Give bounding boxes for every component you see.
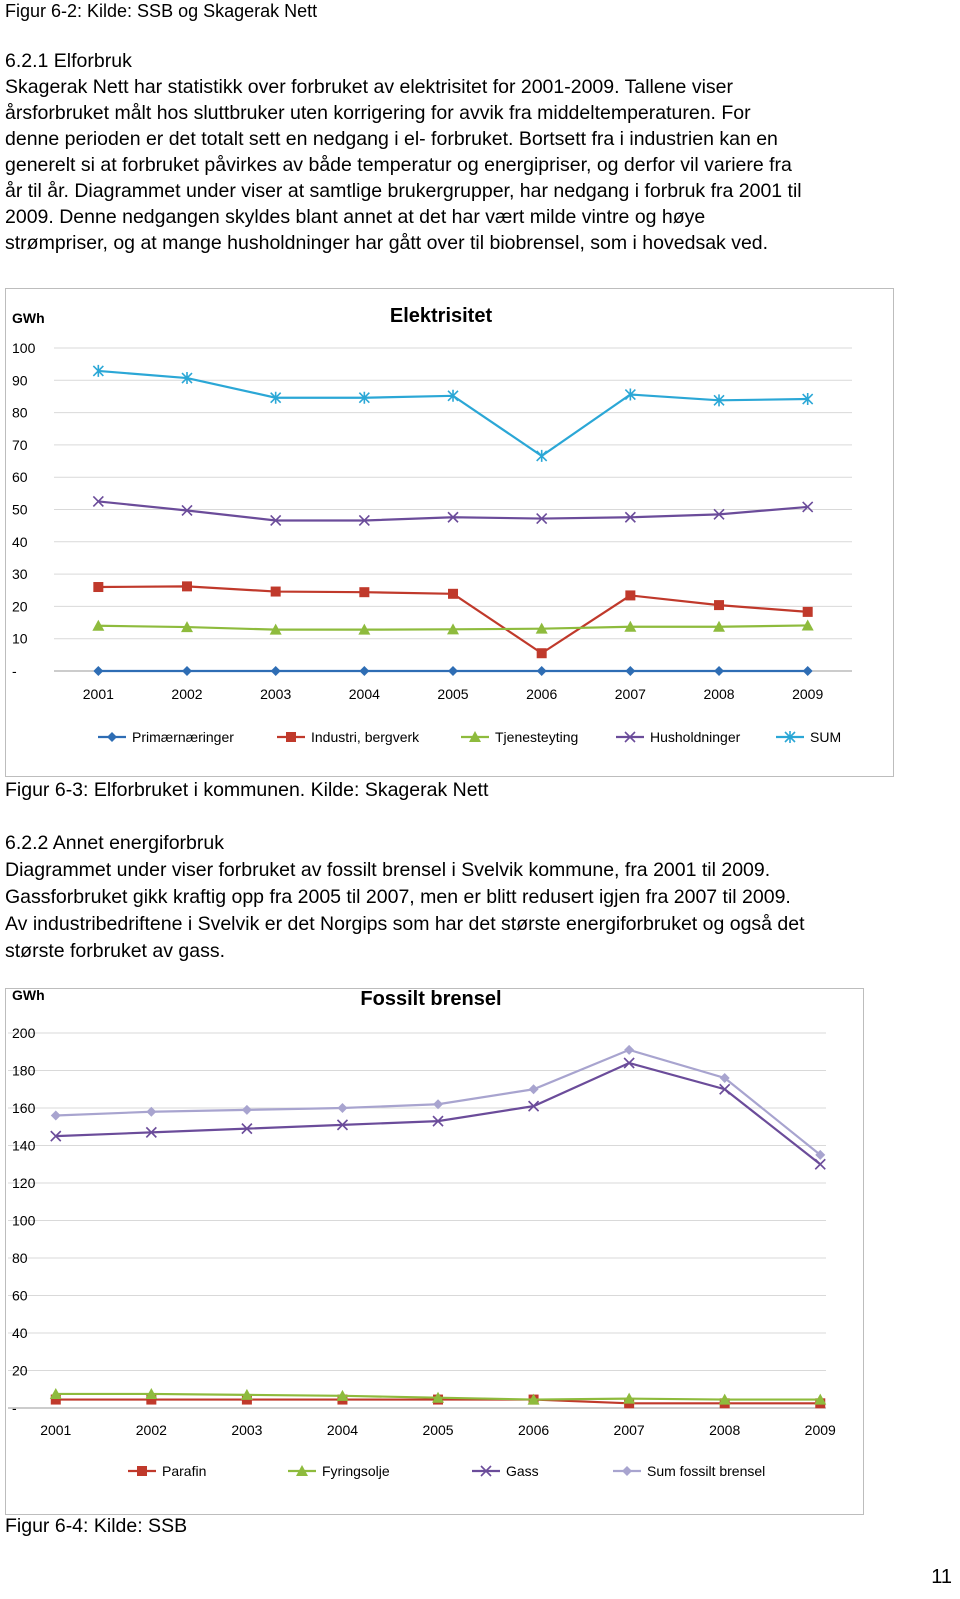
data-point [359,587,369,597]
legend-label: Primærnæringer [132,729,234,745]
legend-label: Husholdninger [650,729,741,745]
paragraph-line: største forbruket av gass. [5,940,225,962]
paragraph-line: Av industribedriftene i Svelvik er det Norgips som har det største energiforbruket og også det [5,913,805,935]
y-tick-label: 200 [12,1025,36,1041]
chart-title: Elektrisitet [389,305,493,327]
x-tick-label: 2003 [231,1422,263,1438]
data-point [182,666,192,676]
data-point [803,666,813,676]
data-point [448,589,458,599]
legend-marker [286,732,296,742]
legend-label: SUM [810,729,842,745]
data-point [182,581,192,591]
x-tick-label: 2004 [326,1422,359,1438]
y-tick-label: 120 [12,1175,36,1191]
figure-caption-fossilt: Figur 6-4: Kilde: SSB [5,1515,188,1537]
y-tick-label: 180 [12,1062,36,1079]
data-point [803,607,813,617]
x-tick-label: 2002 [135,1422,167,1438]
paragraph-line: Gassforbruket gikk kraftig opp fra 2005 til 2007, men er blitt redusert igjen fra 2007 til 2009. [5,886,791,908]
series-line [56,1063,820,1164]
data-point [359,666,369,676]
data-point [714,600,724,610]
y-tick-label: 70 [12,436,28,453]
y-tick-label: 90 [12,372,28,389]
data-point [448,666,458,676]
legend-label: Tjenesteyting [495,729,579,745]
data-point [815,1159,825,1169]
x-tick-label: 2009 [792,686,824,702]
y-tick-label: 60 [12,469,28,486]
chart-elektrisitet-svg [6,289,893,776]
paragraph-line: Skagerak Nett har statistikk over forbruket av elektrisitet for 2001-2009. Tallene viser [5,76,733,98]
x-tick-label: 2008 [709,1422,741,1438]
x-tick-label: 2009 [804,1422,836,1438]
data-point [529,1084,539,1094]
paragraph-line: 2009. Denne nedgangen skyldes blant annet at det har vært milde vintre og høye [5,206,706,228]
y-tick-label: 30 [12,566,28,583]
chart-fossilt-brensel-svg [6,989,863,1514]
data-point [271,587,281,597]
x-tick-label: 2006 [526,686,558,702]
data-point [93,582,103,592]
data-point [337,1103,347,1113]
x-tick-label: 2006 [518,1422,550,1438]
y-unit-label: GWh [12,310,45,326]
y-tick-label: 160 [12,1100,36,1116]
data-point [537,450,547,462]
x-tick-label: 2007 [614,686,646,702]
y-tick-label: 20 [12,598,28,615]
paragraph-line: denne perioden er det totalt sett en nedgang i el- forbruket. Bortsett fra i industrien kan en [5,128,778,150]
chart-fossilt-brensel [5,988,864,1515]
data-point [625,590,635,600]
data-point [93,666,103,676]
x-tick-label: 2003 [260,686,292,702]
legend-label: Sum fossilt brensel [647,1463,766,1479]
x-tick-label: 2002 [171,686,203,702]
y-tick-label: 100 [12,1212,36,1229]
data-point [714,666,724,676]
series-line [98,371,807,456]
y-tick-label: 50 [12,501,28,518]
x-tick-label: 2005 [437,686,469,702]
paragraph-line: generelt si at forbruket påvirkes av både temperatur og energipriser, og derfor vil variere fra [5,154,792,176]
y-tick-label: 40 [12,533,28,550]
data-point [625,666,635,676]
paragraph-line: år til år. Diagrammet under viser at samtlige brukergrupper, har nedgang i forbruk fra 2001 til [5,180,802,202]
legend-marker [137,1466,147,1476]
x-tick-label: 2001 [40,1422,72,1438]
legend-label: Parafin [162,1463,207,1479]
data-point [51,1111,61,1121]
x-tick-label: 2005 [422,1422,454,1438]
paragraph-line: årsforbruket målt hos sluttbruker uten korrigering for avvik fra middeltemperaturen. For [5,102,751,124]
y-tick-label: 100 [12,340,36,356]
y-tick-label: 60 [12,1287,28,1304]
legend-marker [107,732,117,742]
y-tick-label: 80 [12,1250,28,1266]
data-point [242,1105,252,1115]
section-heading-elforbruk: 6.2.1 Elforbruk [5,50,132,72]
data-point [624,1045,634,1055]
y-tick-label: - [12,1400,17,1416]
legend-label: Fyringsolje [322,1463,390,1479]
section-heading-annet-energiforbruk: 6.2.2 Annet energiforbruk [5,832,224,854]
legend-label: Gass [506,1463,539,1479]
paragraph-line: Diagrammet under viser forbruket av fossilt brensel i Svelvik kommune, fra 2001 til 2009. [5,859,771,881]
top-figure-caption: Figur 6-2: Kilde: SSB og Skagerak Nett [5,1,318,21]
y-tick-label: 80 [12,404,28,421]
y-tick-label: - [12,663,17,679]
data-point [537,648,547,658]
legend-label: Industri, bergverk [311,729,420,745]
paragraph-line: strømpriser, og at mange husholdninger har gått over til biobrensel, som i hovedsak ved. [5,232,769,254]
legend-marker [622,1466,632,1476]
figure-caption-elforbruk: Figur 6-3: Elforbruket i kommunen. Kilde: Skagerak Nett [5,779,489,801]
x-tick-label: 2001 [82,686,114,702]
y-tick-label: 20 [12,1362,28,1379]
data-point [537,666,547,676]
y-unit-label: GWh [12,989,45,1003]
y-tick-label: 10 [12,630,28,647]
chart-title: Fossilt brensel [360,989,502,1010]
x-tick-label: 2004 [348,686,380,702]
page-number: 11 [931,1566,952,1588]
chart-elektrisitet [5,288,894,777]
x-tick-label: 2007 [613,1422,645,1438]
y-tick-label: 40 [12,1325,28,1341]
y-tick-label: 140 [12,1137,36,1154]
x-tick-label: 2008 [703,686,735,702]
data-point [271,666,281,676]
